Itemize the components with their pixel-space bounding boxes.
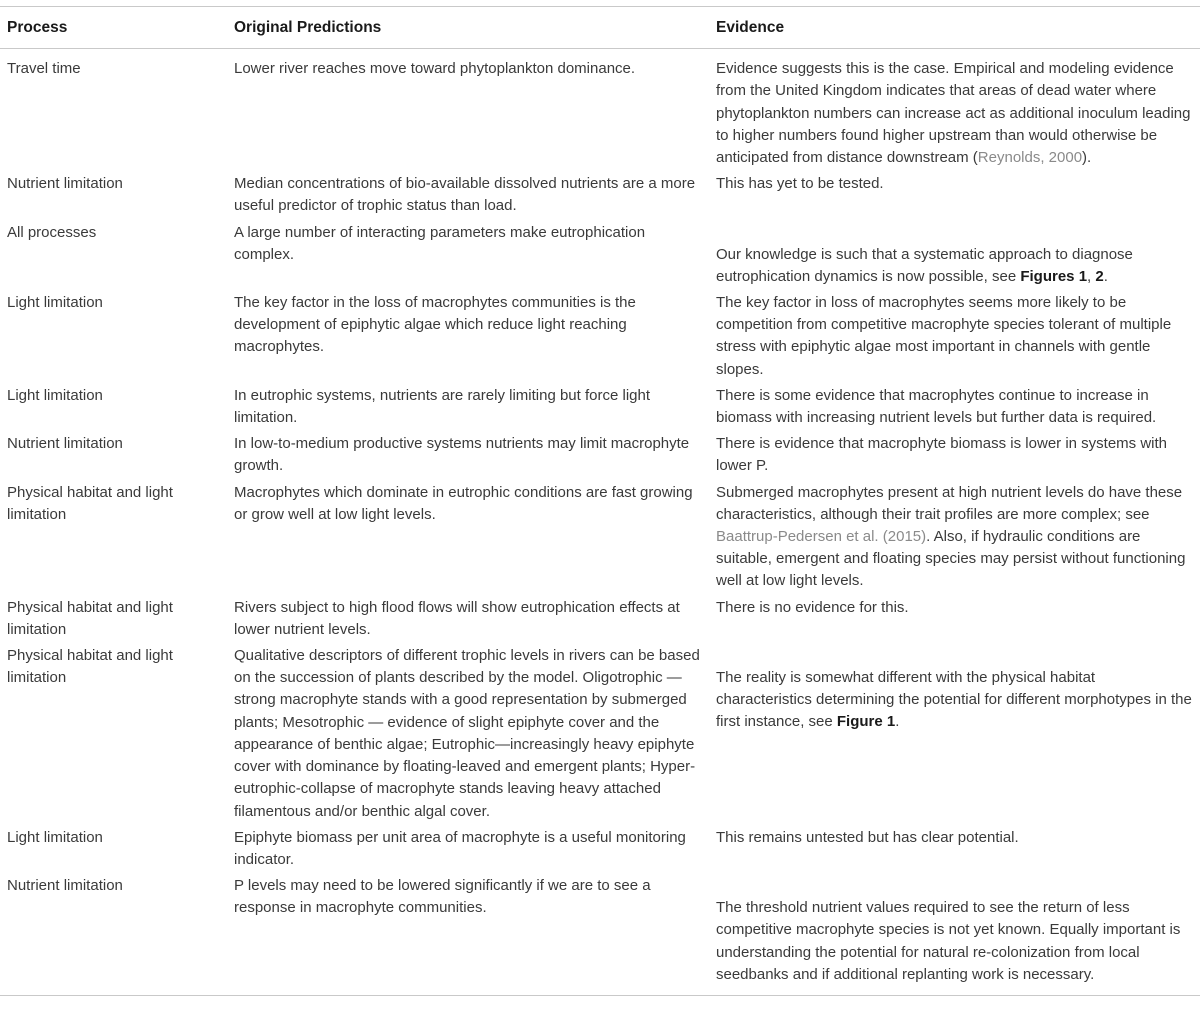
process-cell: Nutrient limitation: [0, 875, 228, 995]
table-row: [0, 875, 1200, 995]
process-cell: Travel time: [7, 60, 81, 78]
evidence-text: Submerged macrophytes present at high nutrient levels do have these characteristics, although their trait profiles are more complex; see: [716, 483, 1183, 523]
evidence-text: ).: [1082, 149, 1092, 167]
table-row: [0, 385, 1200, 433]
prediction-cell: The key factor in the loss of macrophytes communities is the development of epiphytic algae which reduce light reaching macrophytes.: [234, 294, 636, 356]
prediction-cell: In eutrophic systems, nutrients are rarely limiting but force light limitation.: [234, 386, 651, 427]
evidence-cell: [710, 482, 1200, 597]
process-cell: Nutrient limitation: [7, 435, 123, 453]
table-row: [0, 597, 1200, 645]
prediction-cell: Macrophytes which dominate in eutrophic conditions are fast growing or grow well at low light levels.: [234, 483, 693, 523]
evidence-text: .: [895, 713, 900, 731]
evidence-text: Evidence suggests this is the case. Empirical and modeling evidence from the United Kingdom indicates that areas of dead water where phytoplankton numbers can increase act as additional inoculum leading to higher numbers found higher upstream than would otherwise be anticipated from distance downstream (: [716, 60, 1191, 167]
prediction-cell: Median concentrations of bio-available dissolved nutrients are a more useful predictor of trophic status than load.: [234, 175, 696, 215]
evidence-cell: [710, 49, 1200, 174]
table-row: [0, 173, 1200, 221]
prediction-cell: In low-to-medium productive systems nutrients may limit macrophyte growth.: [234, 435, 690, 475]
process-cell: Physical habitat and light limitation: [7, 647, 173, 687]
evidence-cell: There is no evidence for this.: [716, 598, 909, 616]
evidence-cell: This remains untested but has clear potential.: [716, 828, 1019, 846]
evidence-text: . Also, if hydraulic conditions are suitable, emergent and floating species may persist without functioning well at low light levels.: [716, 528, 1186, 590]
table-row: [0, 49, 1200, 174]
evidence-cell: [710, 222, 1200, 292]
citation-link[interactable]: Reynolds, 2000: [977, 149, 1083, 167]
evidence-cell: There is evidence that macrophyte biomass is lower in systems with lower P.: [716, 435, 1168, 475]
table-row: [0, 222, 1200, 292]
header-predictions: Original Predictions: [228, 7, 710, 49]
figure-reference-link[interactable]: Figures 1: [1020, 267, 1088, 285]
prediction-cell: P levels may need to be lowered significantly if we are to see a response in macrophyte communities.: [228, 875, 710, 995]
prediction-cell: Rivers subject to high flood flows will show eutrophication effects at lower nutrient levels.: [234, 598, 680, 638]
evidence-cell: The threshold nutrient values required to see the return of less competitive macrophyte species is not yet known. Equally important is understanding the potential for natural re-colonization from local seedbanks and if additional replanting work is necessary.: [710, 875, 1200, 995]
prediction-cell: A large number of interacting parameters make eutrophication complex.: [234, 223, 646, 263]
prediction-cell: Epiphyte biomass per unit area of macrophyte is a useful monitoring indicator.: [234, 828, 686, 868]
process-cell: Light limitation: [7, 828, 103, 846]
table-row: [0, 482, 1200, 597]
evidence-cell: The key factor in loss of macrophytes seems more likely to be competition from competitive macrophyte species tolerant of multiple stress with epiphytic algae most important in channels with gentle slopes.: [716, 294, 1172, 378]
prediction-cell: Qualitative descriptors of different trophic levels in rivers can be based on the succession of plants described by the model. Oligotrophic — strong macrophyte stands with a good representation by submerged plants; Mesotrophic — evidence of slight epiphyte cover and the appearance of benthic algae; Eutrophic—increasingly heavy epiphyte cover with dominance by floating-leaved and emergent plants; Hyper-eutrophic-collapse of macrophyte stands leaving heavy attached filamentous and/or benthic algal cover.: [234, 647, 700, 820]
process-cell: Light limitation: [7, 386, 103, 404]
table-header-row: [0, 7, 1200, 49]
evidence-text: ,: [1087, 267, 1096, 285]
process-cell: Physical habitat and light limitation: [7, 598, 173, 638]
evidence-cell: This has yet to be tested.: [716, 175, 884, 193]
header-evidence: Evidence: [710, 7, 1200, 49]
header-process: Process: [0, 7, 228, 49]
process-cell: Physical habitat and light limitation: [7, 483, 173, 523]
predictions-table: [0, 6, 1200, 996]
table-row: [0, 292, 1200, 385]
table-row: [0, 827, 1200, 875]
evidence-cell: [710, 645, 1200, 827]
process-cell: Light limitation: [7, 294, 103, 312]
process-cell: Nutrient limitation: [7, 175, 123, 193]
evidence-cell: There is some evidence that macrophytes continue to increase in biomass with increasing nutrient levels but further data is required.: [716, 386, 1157, 427]
process-cell: All processes: [7, 223, 97, 241]
prediction-cell: Lower river reaches move toward phytoplankton dominance.: [234, 60, 636, 78]
table-row: [0, 645, 1200, 827]
table-row: [0, 433, 1200, 481]
evidence-text: .: [1103, 267, 1108, 285]
figure-reference-link[interactable]: 2: [1095, 267, 1104, 285]
evidence-text: The reality is somewhat different with the physical habitat characteristics determining the potential for different morphotypes in the first instance, see: [716, 669, 1192, 731]
figure-reference-link[interactable]: Figure 1: [836, 713, 896, 731]
evidence-text: Our knowledge is such that a systematic approach to diagnose eutrophication dynamics is now possible, see: [716, 245, 1133, 285]
citation-link[interactable]: Baattrup-Pedersen et al. (2015): [716, 528, 927, 546]
